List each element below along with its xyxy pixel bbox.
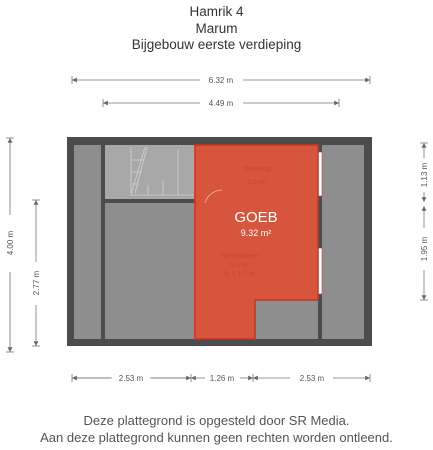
footer: [0, 412, 433, 446]
dim-label-right-top: 1.13 m: [420, 162, 429, 188]
dimension-right-top: [420, 143, 429, 202]
room-label-overloop: Overloop: [242, 166, 272, 173]
dim-label-total-depth: 4.00 m: [6, 230, 15, 256]
footer-line-2: Aan deze plattegrond kunnen geen rechten worden ontleend.: [40, 430, 393, 445]
dimension-total-width: [72, 76, 370, 85]
lower-room-floor: [105, 203, 195, 339]
city: Marum: [195, 20, 238, 36]
dim-label-right-bottom: 1.95 m: [420, 236, 429, 262]
dimension-total-depth: [6, 138, 15, 352]
dimension-right-bottom: [420, 206, 429, 300]
right-strip: [322, 145, 364, 339]
dimension-inner-width: [103, 99, 339, 108]
dimension-inner-depth: [32, 200, 41, 346]
goeb-label: GOEB: [234, 209, 278, 226]
room-height-slaapkamer: H = 1.7 m: [224, 271, 256, 278]
stair-area: [105, 145, 195, 199]
dim-label-total-width: 6.32 m: [208, 76, 234, 85]
dim-label-bottom-middle: 1.26 m: [209, 374, 235, 383]
dim-label-bottom-right: 2.53 m: [299, 374, 325, 383]
dimension-bottom: [72, 372, 370, 384]
room-area-overloop: 3.0 m²: [247, 179, 267, 186]
dim-label-bottom-left: 2.53 m: [118, 374, 144, 383]
address: Hamrik 4: [189, 4, 244, 19]
goeb-area-label: 9.32 m²: [240, 228, 272, 238]
left-strip: [74, 145, 101, 339]
floor-name: Bijgebouw eerste verdieping: [131, 37, 302, 52]
inner-wall-left: [101, 145, 105, 339]
footer-line-1: Deze plattegrond is opgesteld door SR Media.: [83, 413, 350, 428]
lower-right-floor: [255, 300, 318, 339]
dim-label-inner-depth: 2.77 m: [32, 270, 41, 296]
room-label-slaapkamer: Slaapkamer: [221, 253, 259, 260]
dim-label-inner-width: 4.49 m: [208, 99, 234, 108]
room-area-slaapkamer: 6.3 m²: [230, 262, 250, 269]
